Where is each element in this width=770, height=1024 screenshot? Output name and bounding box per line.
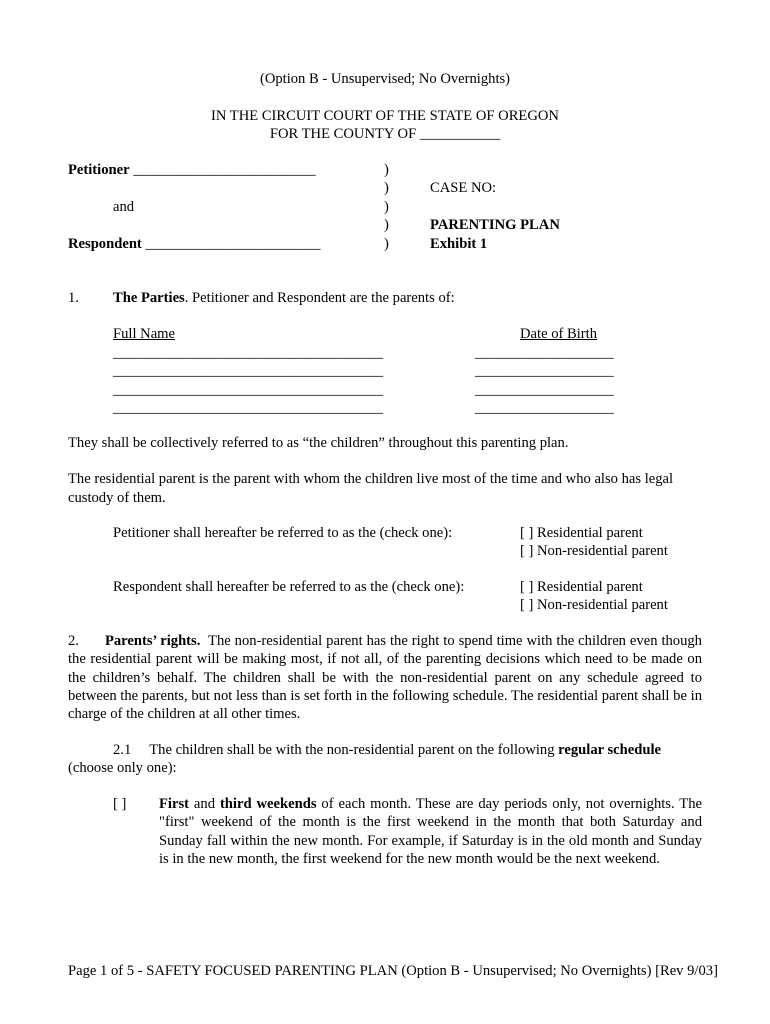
child-name-blank-1[interactable]: _____________________________________	[113, 345, 383, 361]
child-name-blank-2[interactable]: _____________________________________	[113, 363, 383, 379]
respondent-label: Respondent	[68, 236, 142, 252]
paren-1: )	[384, 162, 389, 178]
paren-2: )	[384, 180, 389, 196]
paren-4: )	[384, 217, 389, 233]
residential-definition-line-1: The residential parent is the parent with whom the children live most of the time and who also has legal	[68, 471, 674, 487]
section-2-number: 2.	[68, 633, 79, 649]
petitioner-label: Petitioner	[68, 162, 130, 178]
child-name-blank-4[interactable]: _____________________________________	[113, 400, 383, 416]
section-2-1	[68, 741, 702, 778]
court-line-1: IN THE CIRCUIT COURT OF THE STATE OF OREGON	[211, 108, 559, 124]
option-line: (Option B - Unsupervised; No Overnights)	[259, 71, 511, 87]
child-dob-blank-2[interactable]: ___________________	[475, 363, 614, 379]
section-2-1-text: The children shall be with the non-residential parent on the following	[149, 742, 559, 758]
case-no: CASE NO:	[430, 180, 497, 196]
collective-text: They shall be collectively referred to as “the children” throughout this parenting plan.	[68, 435, 569, 451]
section-1-heading: The Parties	[113, 290, 185, 306]
court-line-2: FOR THE COUNTY OF ___________	[269, 126, 501, 142]
and-text: and	[113, 199, 135, 215]
paren-3: )	[384, 199, 389, 215]
petitioner-residential-checkbox[interactable]: [ ] Residential parent	[520, 525, 643, 541]
first-third-text	[159, 795, 702, 868]
plan-title: PARENTING PLAN	[430, 217, 560, 233]
respondent-residential-checkbox[interactable]: [ ] Residential parent	[520, 579, 643, 595]
petitioner-nonresidential-checkbox[interactable]: [ ] Non-residential parent	[520, 543, 668, 559]
petitioner-line	[68, 161, 316, 179]
third-weekends-label: third weekends	[219, 796, 317, 812]
section-2-1-line-2: (choose only one):	[68, 760, 177, 777]
petitioner-blank[interactable]: _________________________	[133, 162, 316, 178]
section-2-text: The non-residential parent has the right to spend time with the children even though the residential parent will be making most, if not all, of the parenting decisions which need to be made on the children’s behalf. The children shall be with the non-residential parent on any schedule agreed to between the parents, but not less than is set forth in the following schedule. The residential parent shall be in charge of the children at all other times.	[68, 633, 702, 723]
section-2-heading: Parents’ rights.	[104, 633, 201, 649]
child-dob-blank-1[interactable]: ___________________	[475, 345, 614, 361]
section-2-1-number: 2.1	[113, 742, 132, 758]
section-1-text: . Petitioner and Respondent are the parents of:	[184, 290, 455, 306]
child-dob-blank-3[interactable]: ___________________	[475, 382, 614, 398]
section-1-line	[113, 289, 455, 307]
first-third-checkbox[interactable]: [ ]	[113, 796, 127, 812]
respondent-line	[68, 235, 321, 253]
petitioner-designation-prompt: Petitioner shall hereafter be referred to as the (check one):	[113, 525, 453, 541]
child-name-blank-3[interactable]: _____________________________________	[113, 382, 383, 398]
section-1-number: 1.	[68, 290, 79, 306]
dob-header: Date of Birth	[520, 326, 598, 342]
exhibit-label: Exhibit 1	[430, 236, 488, 252]
paren-5: )	[384, 236, 389, 252]
child-dob-blank-4[interactable]: ___________________	[475, 400, 614, 416]
respondent-blank[interactable]: ________________________	[145, 236, 321, 252]
and-connector: and	[189, 796, 220, 812]
first-label: First	[159, 796, 189, 812]
respondent-nonresidential-checkbox[interactable]: [ ] Non-residential parent	[520, 597, 668, 613]
regular-schedule-label: regular schedule	[558, 742, 662, 758]
residential-definition-line-2: custody of them.	[68, 490, 166, 506]
section-2	[68, 632, 702, 723]
first-third-description: of each month. These are day periods only, not overnights. The "first" weekend of the month is the first weekend in the month that both Saturday and Sunday fall within the new month. For example, if Saturday is in the old month and Sunday is in the new month, the first weekend for the new month would be the next weekend.	[159, 796, 702, 867]
page-footer: Page 1 of 5 - SAFETY FOCUSED PARENTING PLAN (Option B - Unsupervised; No Overnights) [Rev 9/03]	[68, 963, 718, 979]
respondent-designation-prompt: Respondent shall hereafter be referred to as the (check one):	[113, 579, 465, 595]
full-name-header: Full Name	[113, 326, 176, 342]
